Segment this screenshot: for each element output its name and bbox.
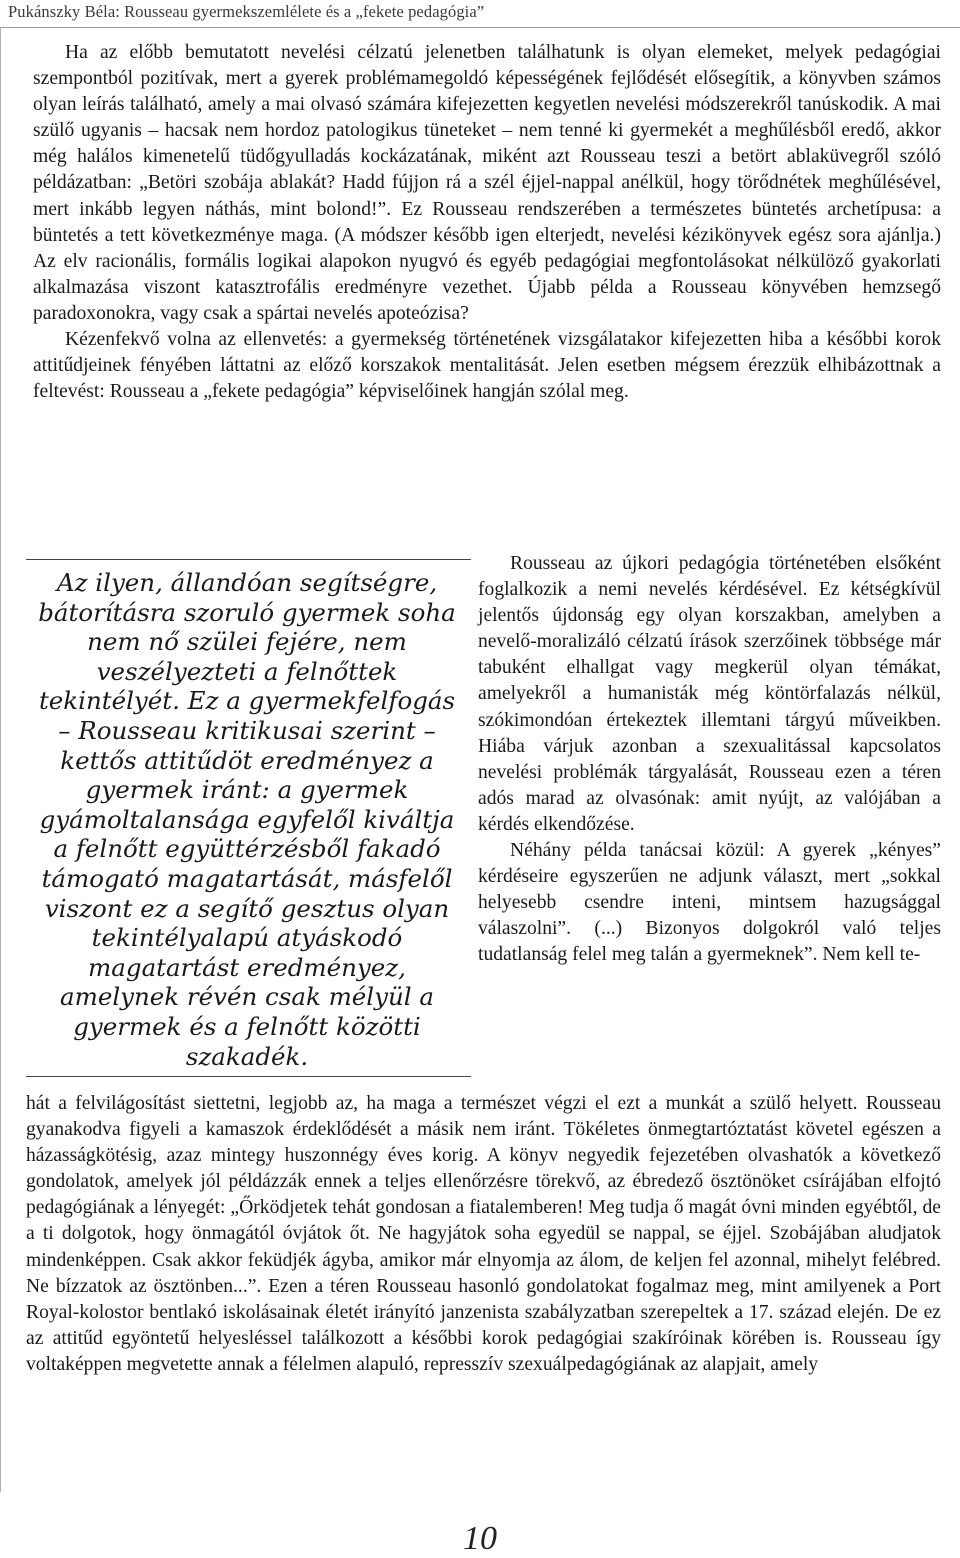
left-margin-rule	[0, 27, 1, 1492]
two-column-section	[26, 551, 941, 1091]
pull-quote-top-rule	[26, 559, 471, 560]
continued-text	[26, 1091, 941, 1378]
paragraph: Kézenfekvő volna az ellenvetés: a gyermekség történetének vizsgálatakor kifejezetten hiba a későbbi korok attitűdjeinek fényében láttatni az előző korszakok mentalitását. Jelen esetben mégsem érezzük elhibázottnak a feltevést: Rousseau a „fekete pedagógia” képviselőinek hangján szólal meg.	[33, 329, 941, 403]
pull-quote-bottom-rule	[26, 1076, 471, 1077]
paragraph: Néhány példa tanácsai közül: A gyerek „kényes” kérdéseire egyszerűen ne adjunk választ, mert „sokkal helyesebb csendre inteni, mintsem hazugsággal válaszolni”. (...) Bizonyos dolgokról való teljes tudatlanság felel meg talán a gyermeknek”. Nem kell te-	[478, 840, 941, 966]
pull-quote-text: Az ilyen, állandóan segítségre, bátorításra szoruló gyermek soha nem nő szülei fejére, nem veszélyezteti a felnőttek tekintélyét. Ez a gyermekfelfogás – Rousseau kritikusai szerint – kettős attitűdöt eredményez a gyermek iránt: a gyermek gyámoltalansága egyfelől kiváltja a felnőtt együttérzésből fakadó támogató magatartását, másfelől viszont ez a segítő gesztus olyan tekintélyalapú atyáskodó magatartást eredményez, amelynek révén csak mélyül a gyermek és a felnőtt közötti szakadék.	[38, 568, 456, 1071]
paragraph: hát a felvilágosítást siettetni, legjobb az, ha maga a természet végzi el ezt a munkát a szülő helyett. Rousseau gyanakodva figyeli a kamaszok érdeklődését a másik nem iránt. Tökéletes önmegtartóztatást követel egészen a házasságkötésig, azaz mintegy huszonnégy éves korig. A könyv negyedik fejezetében olvashatók a következő gondolatok, amelyek jól példázzák ennek a teljes ellenőrzésre törekvő, az ébredező ösztönöket csírájában elfojtó pedagógiának a lényegét: „Őrködjetek tehát gondosan a fiatalemberen! Meg tudja ő magát óvni minden egyébtől, de a ti dolgotok, hogy önmagától óvjátok őt. Ne hagyjátok soha egyedül se nappal, se éjjel. Szobájában aludjatok mindenképpen. Csak akkor feküdjék ágyba, amikor már elnyomja az álom, de keljen fel azonnal, mihelyt felébred. Ne bízzatok az ösztönben...”. Ezen a téren Rousseau hasonló gondolatokat fogalmaz meg, mint amilyenek a Port Royal-kolostor bentlakó iskolásainak életét irányító janzenista szabályzatban szerepeltek a 17. század elején. De ez az attitűd egyöntetű helyesléssel találkozott a későbbi korok pedagógiai szakíróinak körében is. Rousseau így voltaképpen megvetette annak a félelmen alapuló, represszív szexuálpedagógiának az alapjait, amely	[26, 1093, 941, 1375]
page-number: 10	[463, 1520, 497, 1557]
header-divider	[0, 27, 960, 28]
main-text	[33, 40, 941, 405]
running-header: Pukánszky Béla: Rousseau gyermekszemlélete és a „fekete pedagógia”	[8, 2, 485, 21]
right-column	[478, 551, 941, 969]
pull-quote	[26, 551, 471, 1091]
paragraph: Rousseau az újkori pedagógia történetében elsőként foglalkozik a nemi nevelés kérdésével. Ez kétségkívül jelentős újdonság egy olyan korszakban, amelyben a nevelő-moralizáló célzatú írások szerzőinek többsége már tabuként elhallgat vagy megkerül olyan témákat, amelyekről a humanisták még köntörfalazás nélkül, szókimondóan értekeztek illemtani tárgyú műveikben. Hiába várjuk azonban a szexualitással kapcsolatos nevelési problémák tárgyalását, Rousseau ezen a téren adós marad az olvasónak: amit nyújt, az valójában a kérdés elkendőzése.	[478, 553, 941, 835]
paragraph: Ha az előbb bemutatott nevelési célzatú jelenetben találhatunk is olyan elemeket, melyek pedagógiai szempontból pozitívak, mert a gyerek problémamegoldó képességének fejlődését elősegítik, a könyvben számos olyan leírás található, amely a mai olvasó számára kifejezetten kegyetlen nevelési módszerekről tanúskodik. A mai szülő ugyanis – hacsak nem hordoz patologikus tüneteket – nem tenné ki gyermekét a meghűlésből eredő, akkor még halálos kimenetelű tüdőgyulladás kockázatának, miként azt Rousseau teszi a betört ablaküvegről szóló példázatban: „Betöri szobája ablakát? Hadd fújjon rá a szél éjjel-nappal anélkül, hogy törődnétek meghűlésével, mert inkább legyen náthás, mint bolond!”. Ez Rousseau rendszerében a természetes büntetés archetípusa: a büntetés a tett következménye maga. (A módszer később igen elterjedt, nevelési kézikönyvek egész sora ajánlja.) Az elv racionális, formális logikai alapokon nyugvó és egyéb pedagógiai megfontolásokat nélkülöző gyakorlati alkalmazása viszont katasztrofális eredményre vezethet. Újabb példa a Rousseau könyvében hemzsegő paradoxonokra, vagy csak a spártai nevelés apoteózisa?	[33, 42, 941, 324]
